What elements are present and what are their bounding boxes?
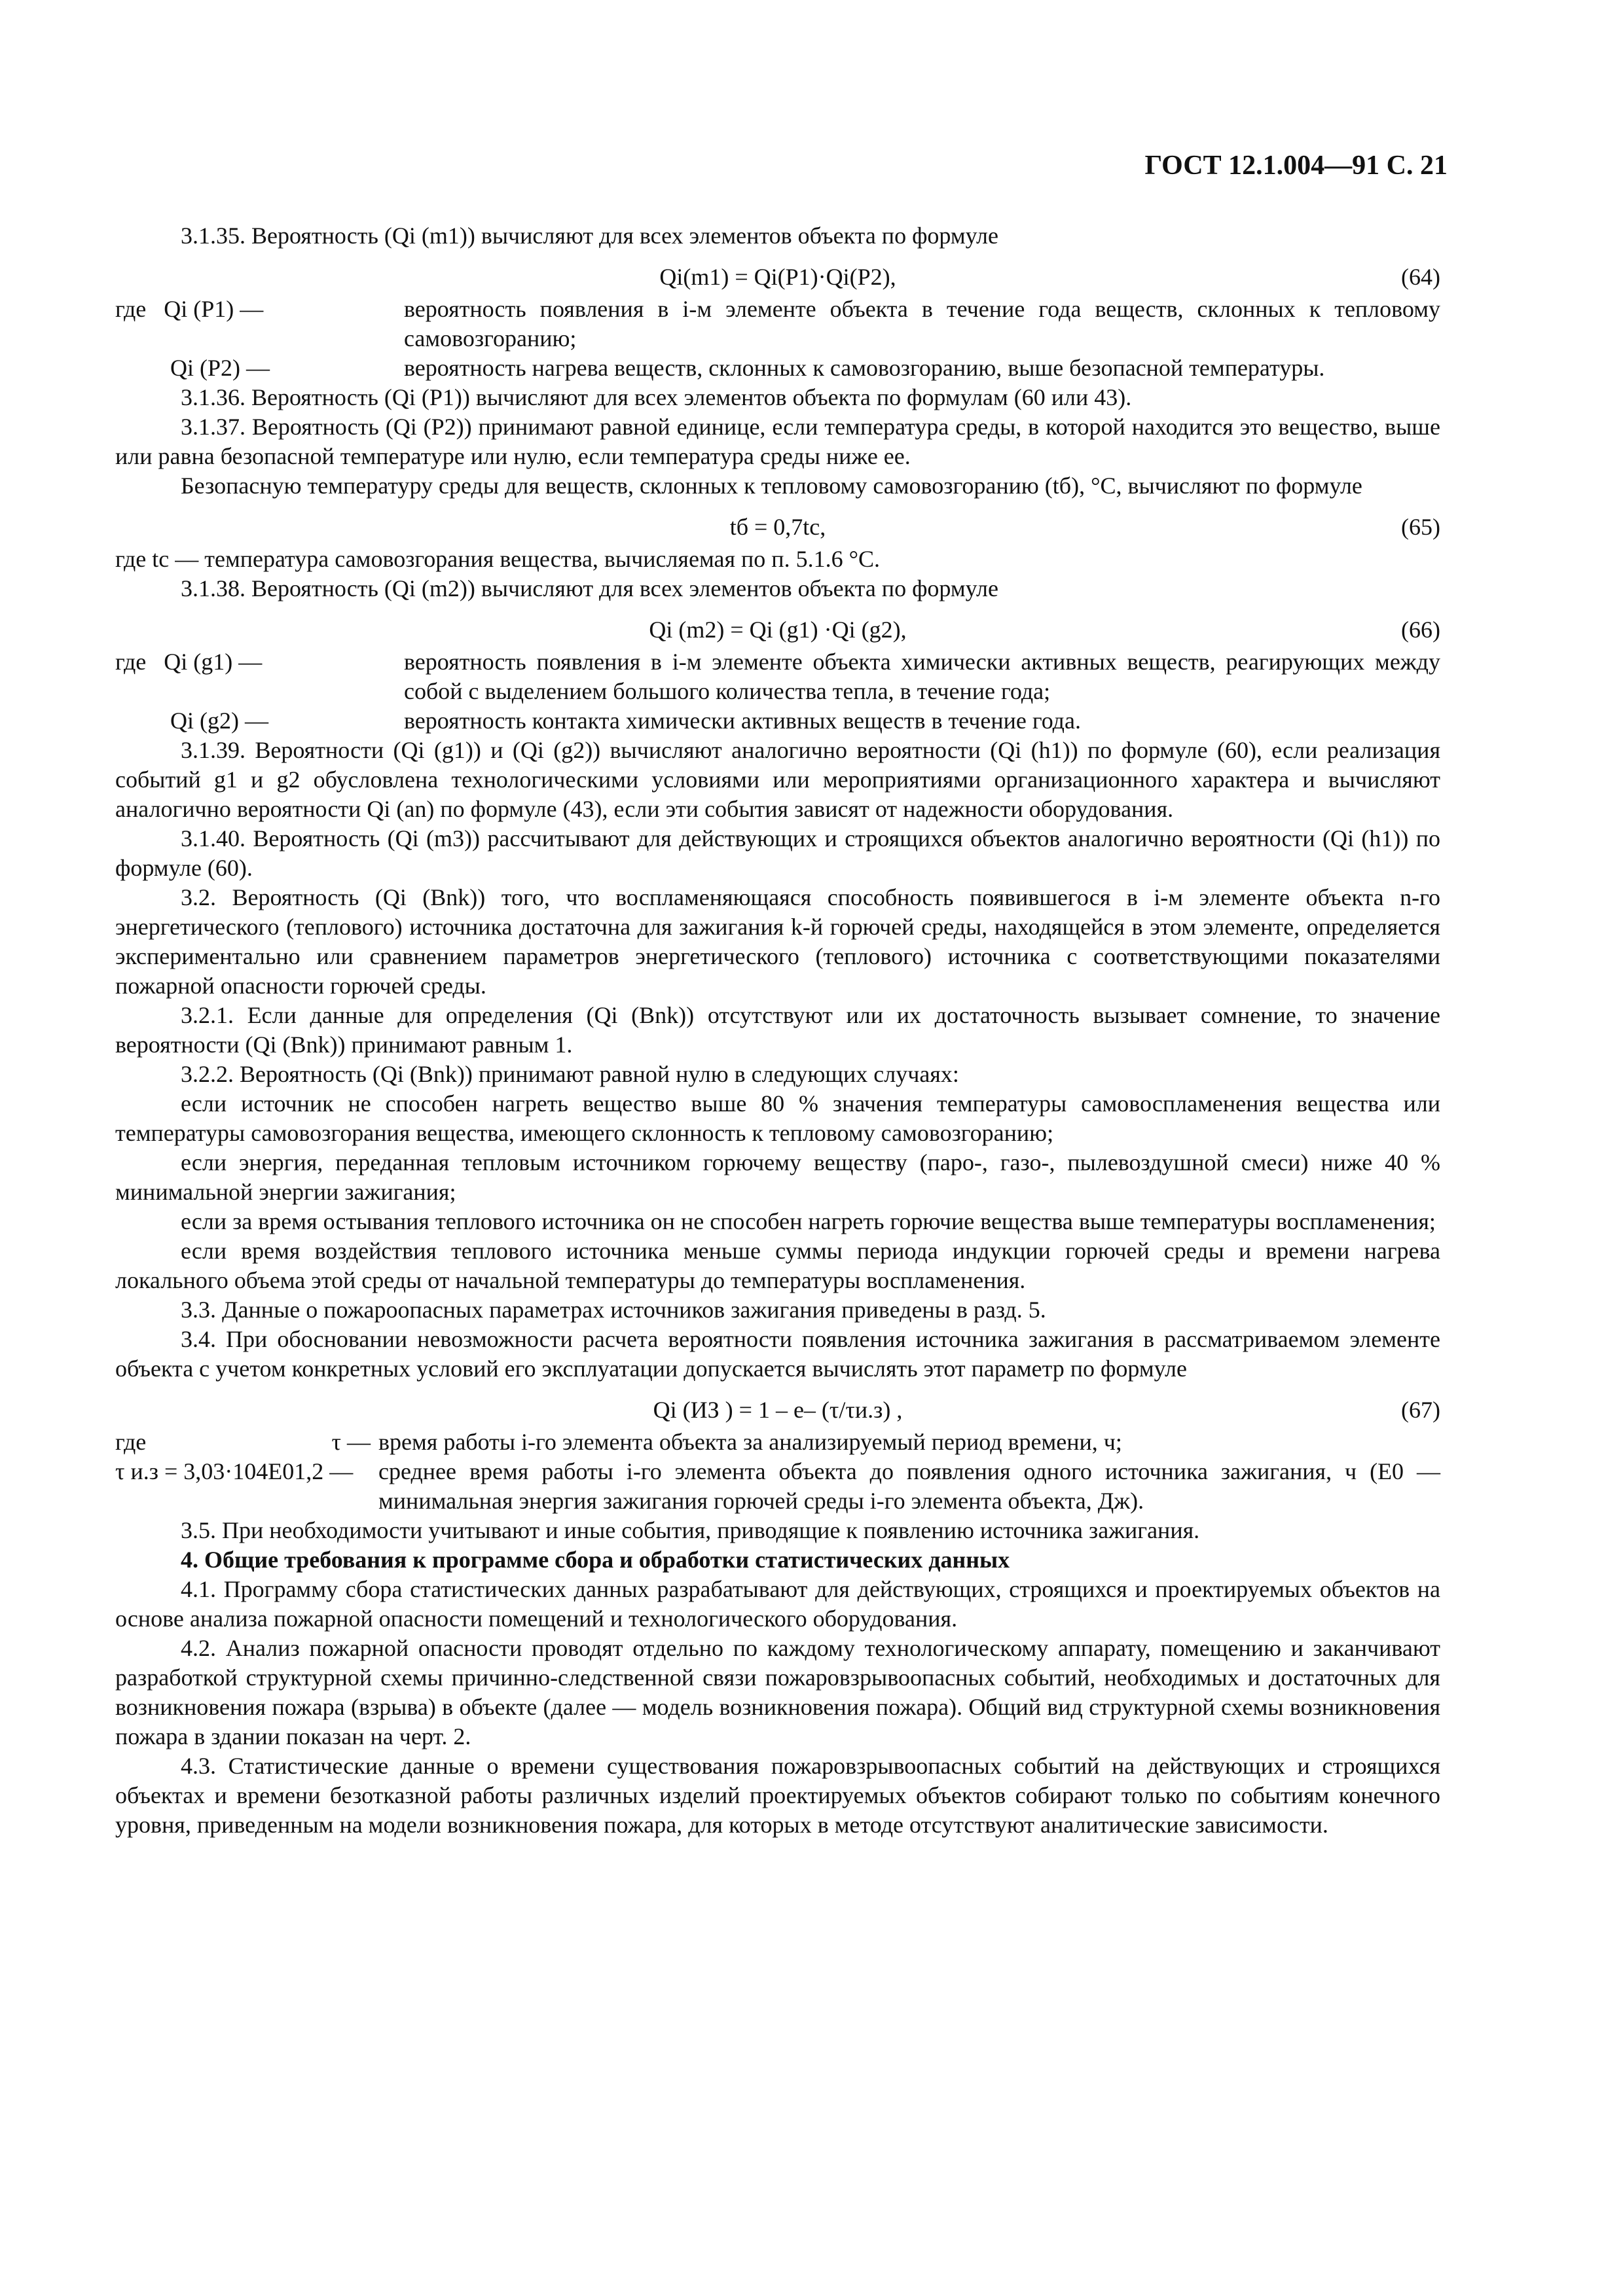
document-body (115, 221, 1440, 1840)
formula-65 (115, 512, 1440, 542)
definition-text: вероятность контакта химически активных веществ в течение года. (404, 708, 1081, 734)
definition-text: вероятность нагрева веществ, склонных к самовозгоранию, выше безопасной температуры. (404, 355, 1325, 381)
paragraph-4-2: 4.2. Анализ пожарной опасности проводят отдельно по каждому технологическому аппарату, помещению и заканчивают разработкой структурной схемы причинно-следственной связи пожаровзрывоопасных событий, необходимых и достаточных для возникновения пожара (взрыва) в объекте (далее — модель возникновения пожара). Общий вид структурной схемы возникновения пожара в здании показан на черт. 2. (115, 1635, 1440, 1749)
definition-text: вероятность появления в i-м элементе объекта химически активных веществ, реагирующих между собой с выделением большого количества тепла, в течение года; (404, 649, 1440, 704)
definition-row (115, 647, 1440, 706)
paragraph-4-3: 4.3. Статистические данные о времени существования пожаровзрывоопасных событий на действующих и строящихся объектах и времени безотказной работы различных изделий проектируемых объектов собирают только по событиям конечного уровня, приведенным на модели возникновения пожара, для которых в методе отсутствуют аналитические зависимости. (115, 1753, 1440, 1838)
definition-symbol: где Qi (g1) — (115, 649, 263, 675)
case-1: если источник не способен нагреть вещество выше 80 % значения температуры самовоспламенения вещества или температуры самовозгорания вещества, имеющего склонность к тепловому самовозгоранию; (115, 1090, 1440, 1146)
paragraph-3-1-36: 3.1.36. Вероятность (Qi (P1)) вычисляют для всех элементов объекта по формулам (60 или 43). (181, 384, 1132, 410)
formula-expression: Qi (ИЗ ) = 1 – e– (τ/τи.з) , (653, 1397, 903, 1423)
formula-67 (115, 1395, 1440, 1425)
formula-expression: tб = 0,7tс, (729, 514, 826, 540)
section-heading-4: 4. Общие требования к программе сбора и обработки статистических данных (181, 1547, 1010, 1573)
paragraph-3-1-37: 3.1.37. Вероятность (Qi (P2)) принимают равной единице, если температура среды, в которой находится это вещество, выше или равна безопасной температуре или нулю, если температура среды ниже ее. (115, 414, 1440, 469)
definition-row (115, 1427, 1440, 1457)
paragraph-3-3: 3.3. Данные о пожароопасных параметрах источников зажигания приведены в разд. 5. (181, 1297, 1046, 1323)
definition-row (115, 706, 1440, 736)
formula-number: (64) (1401, 264, 1440, 290)
definition-text: среднее время работы i-го элемента объекта до появления одного источника зажигания, ч (E0 — минимальная энергия зажигания горючей среды i-го элемента объекта, Дж). (378, 1458, 1440, 1514)
paragraph-3-1-40: 3.1.40. Вероятность (Qi (m3)) рассчитывают для действующих и строящихся объектов аналогично вероятности (Qi (h1)) по формуле (60). (115, 825, 1440, 881)
formula-expression: Qi(m1) = Qi(P1)·Qi(P2), (659, 264, 896, 290)
definition-row (115, 353, 1440, 383)
definition-symbol: Qi (g2) — (170, 708, 268, 734)
definition-row (115, 1457, 1440, 1516)
case-4: если время воздействия теплового источника меньше суммы периода индукции горючей среды и времени нагрева локального объема этой среды от начальной температуры до температуры воспламенения. (115, 1238, 1440, 1293)
paragraph-3-4: 3.4. При обосновании невозможности расчета вероятности появления источника зажигания в рассматриваемом элементе объекта с учетом конкретных условий его эксплуатации допускается вычислять этот параметр по формуле (115, 1326, 1440, 1382)
paragraph-4-1: 4.1. Программу сбора статистических данных разрабатывают для действующих, строящихся и проектируемых объектов на основе анализа пожарной опасности помещений и технологического оборудования. (115, 1576, 1440, 1632)
formula-expression: Qi (m2) = Qi (g1) ·Qi (g2), (649, 617, 907, 643)
definition-symbol: Qi (P2) — (170, 355, 270, 381)
definitions-66 (115, 647, 1440, 736)
paragraph-3-2-1: 3.2.1. Если данные для определения (Qi (Bnk)) отсутствуют или их достаточность вызывает сомнение, то значение вероятности (Qi (Bnk)) принимают равным 1. (115, 1002, 1440, 1058)
definition-text: время работы i-го элемента объекта за анализируемый период времени, ч; (378, 1429, 1122, 1455)
formula-number: (67) (1401, 1397, 1440, 1423)
paragraph-3-5: 3.5. При необходимости учитывают и иные события, приводящие к появлению источника зажигания. (181, 1517, 1200, 1543)
formula-64 (115, 262, 1440, 292)
formula-66 (115, 615, 1440, 645)
definition-symbol: где Qi (P1) — (115, 296, 264, 322)
paragraph-3-2-2: 3.2.2. Вероятность (Qi (Bnk)) принимают равной нулю в следующих случаях: (181, 1061, 959, 1087)
formula-number: (65) (1401, 514, 1440, 540)
definitions-64 (115, 295, 1440, 383)
paragraph-3-1-35: 3.1.35. Вероятность (Qi (m1)) вычисляют для всех элементов объекта по формуле (181, 223, 998, 249)
where-65: где tс — температура самовозгорания вещества, вычисляемая по п. 5.1.6 °С. (115, 546, 880, 572)
definition-symbol: где τ — (115, 1429, 371, 1455)
definition-text: вероятность появления в i-м элементе объекта в течение года веществ, склонных к тепловому самовозгоранию; (404, 296, 1440, 351)
definition-symbol: τ и.з = 3,03·104E01,2 — (115, 1458, 354, 1484)
formula-number: (66) (1401, 617, 1440, 643)
paragraph-3-2: 3.2. Вероятность (Qi (Bnk)) того, что воспламеняющаяся способность появившегося в i-м элементе объекта n-го энергетического (теплового) источника достаточна для зажигания k-й горючей среды, находящейся в этом элементе, определяется экспериментально или сравнением параметров энергетического (теплового) источника с соответствующими показателями пожарной опасности горючей среды. (115, 884, 1440, 999)
paragraph-3-1-38: 3.1.38. Вероятность (Qi (m2)) вычисляют для всех элементов объекта по формуле (181, 575, 998, 601)
case-3: если за время остывания теплового источника он не способен нагреть горючие вещества выше температуры воспламенения; (181, 1208, 1436, 1234)
paragraph-safe-temperature: Безопасную температуру среды для веществ, склонных к тепловому самовозгоранию (tб), °С, вычисляют по формуле (181, 473, 1362, 499)
case-2: если энергия, переданная тепловым источником горючему веществу (паро-, газо-, пылевоздушной смеси) ниже 40 % минимальной энергии зажигания; (115, 1149, 1440, 1205)
definitions-67 (115, 1427, 1440, 1516)
paragraph-3-1-39: 3.1.39. Вероятности (Qi (g1)) и (Qi (g2)) вычисляют аналогично вероятности (Qi (h1)) по формуле (60), если реализация событий g1 и g2 обусловлена технологическими условиями или мероприятиями организационного характера и вычисляют аналогично вероятности Qi (an) по формуле (43), если эти события зависят от надежности оборудования. (115, 737, 1440, 822)
definition-row (115, 295, 1440, 353)
page-header: ГОСТ 12.1.004—91 С. 21 (1144, 151, 1448, 181)
